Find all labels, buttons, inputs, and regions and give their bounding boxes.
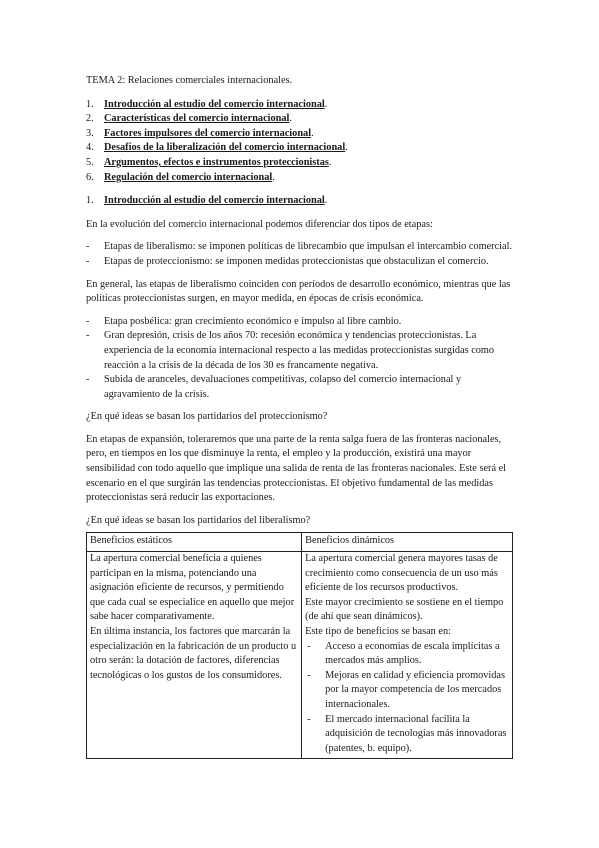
list-item: - Etapas de liberalismo: se imponen políticas de librecambio que impulsan el intercambio comercial. xyxy=(86,240,513,255)
table-of-contents xyxy=(86,98,513,186)
section-title: Introducción al estudio del comercio internacional xyxy=(104,195,325,207)
question-protectionism: ¿En qué ideas se basan los partidarios del proteccionismo? xyxy=(86,411,328,423)
cell-paragraph: La apertura comercial genera mayores tasas de crecimiento como consecuencia de un uso más eficiente de los recursos productivos. xyxy=(305,553,498,594)
document-title: TEMA 2: Relaciones comerciales internacionales. xyxy=(86,75,293,86)
general-paragraph: En general, las etapas de liberalismo coinciden con períodos de desarrollo económico, mientras que las políticas proteccionistas surgen, en mayor medida, en épocas de crisis económica. xyxy=(86,278,511,305)
toc-title: Características del comercio internacional xyxy=(104,113,290,125)
list-item: - Etapa posbélica: gran crecimiento económico e impulso al libre cambio. xyxy=(86,315,513,330)
cell-paragraph: La apertura comercial beneficia a quienes participan en la misma, potenciando una asignación eficiente de recursos, y permitiendo que cada cual se especialice en aquello que mejor sabe hacer comparativamente. xyxy=(90,553,295,623)
section-number: 1. xyxy=(86,195,94,207)
section-heading xyxy=(86,194,513,209)
list-item: - Gran depresión, crisis de los años 70: recesión económica y tendencias proteccionistas. La experiencia de la economía internacional respecto a las medidas proteccionistas surgidas como reacción a la crisis de la década de los 30 es francamente negativa. xyxy=(86,329,513,373)
toc-title: Introducción al estudio del comercio internacional xyxy=(104,98,325,110)
toc-item: 3. Factores impulsores del comercio internacional. xyxy=(86,127,513,142)
list-item: - El mercado internacional facilita la adquisición de tecnologías más innovadoras (patentes, b. equipo). xyxy=(305,713,509,757)
toc-item: 6. Regulación del comercio internacional. xyxy=(86,171,513,186)
periods-list xyxy=(86,315,513,403)
toc-number: 6. xyxy=(86,171,94,183)
list-item: - Acceso a economías de escala implícitas a mercados más amplios. xyxy=(305,640,509,669)
cell-paragraph: Este tipo de beneficios se basan en: xyxy=(305,626,451,637)
intro-paragraph: En la evolución del comercio internacional podemos diferenciar dos tipos de etapas: xyxy=(86,218,433,230)
toc-number: 1. xyxy=(86,98,94,110)
toc-title: Desafíos de la liberalización del comercio internacional xyxy=(104,142,346,154)
table-row xyxy=(87,552,513,759)
dynamic-benefits-cell xyxy=(302,552,513,759)
toc-item: 1. Introducción al estudio del comercio internacional. xyxy=(86,98,513,113)
list-item: - Etapas de proteccionismo: se imponen medidas proteccionistas que obstaculizan el comercio. xyxy=(86,255,513,270)
column-header-static: Beneficios estáticos xyxy=(87,533,302,552)
toc-item: 2. Características del comercio internacional. xyxy=(86,112,513,127)
section-heading-item: 1. Introducción al estudio del comercio internacional. xyxy=(86,194,513,209)
stages-list xyxy=(86,240,513,269)
dynamic-benefits-list xyxy=(305,640,509,757)
table-header-row xyxy=(87,533,513,552)
list-item: - Subida de aranceles, devaluaciones competitivas, colapso del comercio internacional y agravamiento de la crisis. xyxy=(86,373,513,402)
benefits-table xyxy=(86,532,513,759)
question-liberalism: ¿En qué ideas se basan los partidarios del liberalismo? xyxy=(86,514,311,526)
toc-title: Argumentos, efectos e instrumentos proteccionistas xyxy=(104,156,329,168)
toc-item: 4. Desafíos de la liberalización del comercio internacional. xyxy=(86,141,513,156)
toc-number: 4. xyxy=(86,142,94,154)
cell-paragraph: En última instancia, los factores que marcarán la especialización en la fabricación de un producto u otro serán: la dotación de factores, diferencias tecnológicas o los gustos de los consumidores. xyxy=(90,626,297,681)
toc-number: 3. xyxy=(86,127,94,139)
column-header-dynamic: Beneficios dinámicos xyxy=(302,533,513,552)
toc-item: 5. Argumentos, efectos e instrumentos proteccionistas. xyxy=(86,156,513,171)
static-benefits-cell xyxy=(87,552,302,759)
protectionism-paragraph: En etapas de expansión, toleraremos que una parte de la renta salga fuera de las fronteras nacionales, pero, en tiempos en los que disminuye la renta, el empleo y la producción, existirá una mayor sensibilidad con todo aquello que implique una salida de renta de las fronteras nacionales. Este será el escenario en el que surgirán las tendencias proteccionistas. El objetivo fundamental de las medidas proteccionistas será reducir las exportaciones. xyxy=(86,433,507,504)
list-item: - Mejoras en calidad y eficiencia promovidas por la mayor competencia de los mercados internacionales. xyxy=(305,669,509,713)
toc-number: 2. xyxy=(86,113,94,125)
toc-title: Factores impulsores del comercio internacional xyxy=(104,127,312,139)
toc-number: 5. xyxy=(86,156,94,168)
cell-paragraph: Este mayor crecimiento se sostiene en el tiempo (de ahí que sean dinámicos). xyxy=(305,596,504,623)
toc-title: Regulación del comercio internacional xyxy=(104,171,273,183)
